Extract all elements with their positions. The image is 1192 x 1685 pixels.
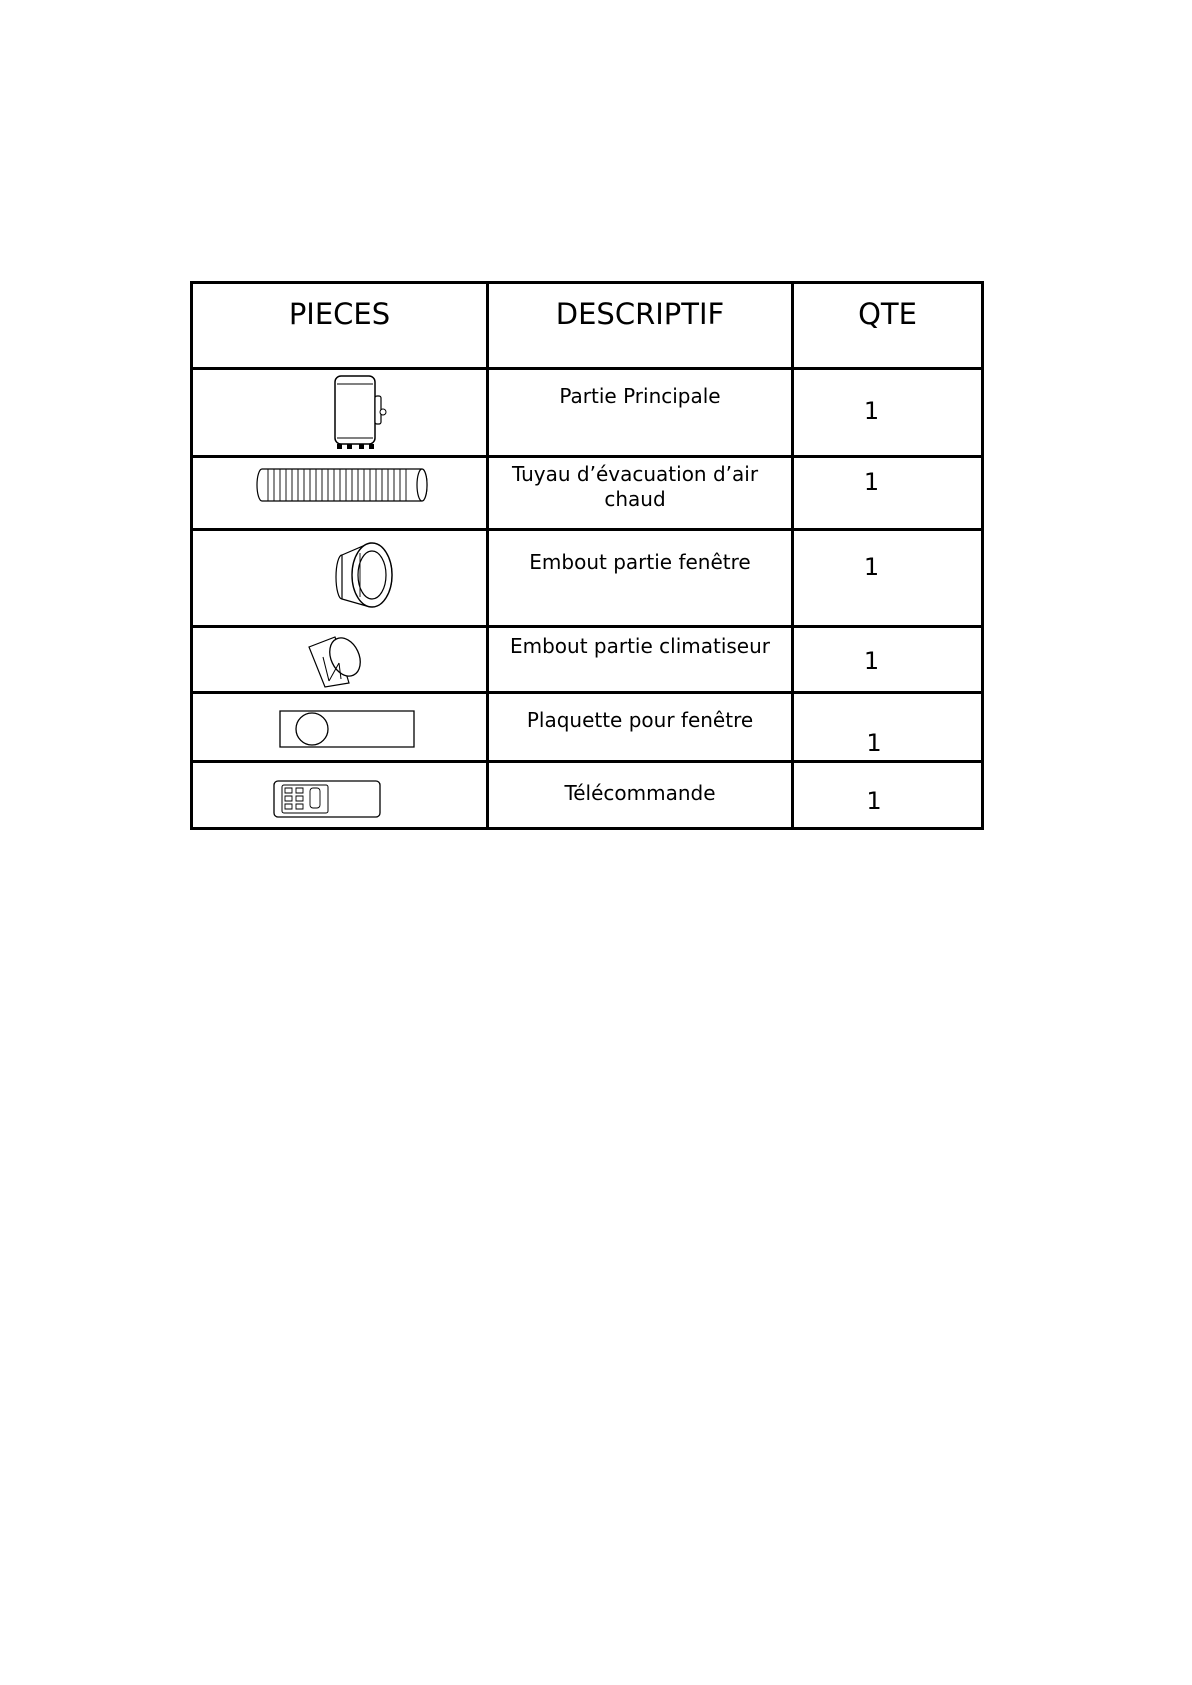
exhaust-hose-icon: [256, 465, 428, 505]
header-qte: QTE: [858, 297, 917, 331]
quantity-cell: 1: [863, 647, 880, 675]
quantity-cell: 1: [866, 729, 882, 757]
description-cell: [489, 462, 781, 512]
row-divider: [193, 691, 981, 694]
row-divider: [193, 455, 981, 458]
row-divider: [193, 625, 981, 628]
description-cell: Plaquette pour fenêtre: [526, 708, 754, 732]
description-line: Tuyau d’évacuation d’air: [511, 462, 759, 486]
description-cell: Partie Principale: [559, 384, 721, 408]
parts-table: [190, 281, 984, 830]
row-divider: [193, 367, 981, 370]
description-cell: Télécommande: [564, 781, 716, 805]
header-pieces: PIECES: [288, 297, 391, 331]
air-conditioner-unit-icon: [329, 372, 389, 452]
quantity-cell: 1: [866, 787, 882, 815]
description-line: chaud: [604, 487, 666, 511]
unit-connector-icon: [305, 631, 369, 689]
quantity-cell: 1: [863, 397, 880, 425]
remote-control-icon: [272, 779, 382, 819]
window-connector-icon: [330, 539, 396, 611]
description-cell: Embout partie climatiseur: [509, 634, 771, 658]
quantity-cell: 1: [863, 553, 880, 581]
row-divider: [193, 528, 981, 531]
quantity-cell: 1: [863, 468, 880, 496]
description-cell: Embout partie fenêtre: [529, 550, 751, 574]
window-plate-icon: [278, 709, 416, 749]
row-divider: [193, 760, 981, 763]
header-descriptif: DESCRIPTIF: [555, 297, 725, 331]
